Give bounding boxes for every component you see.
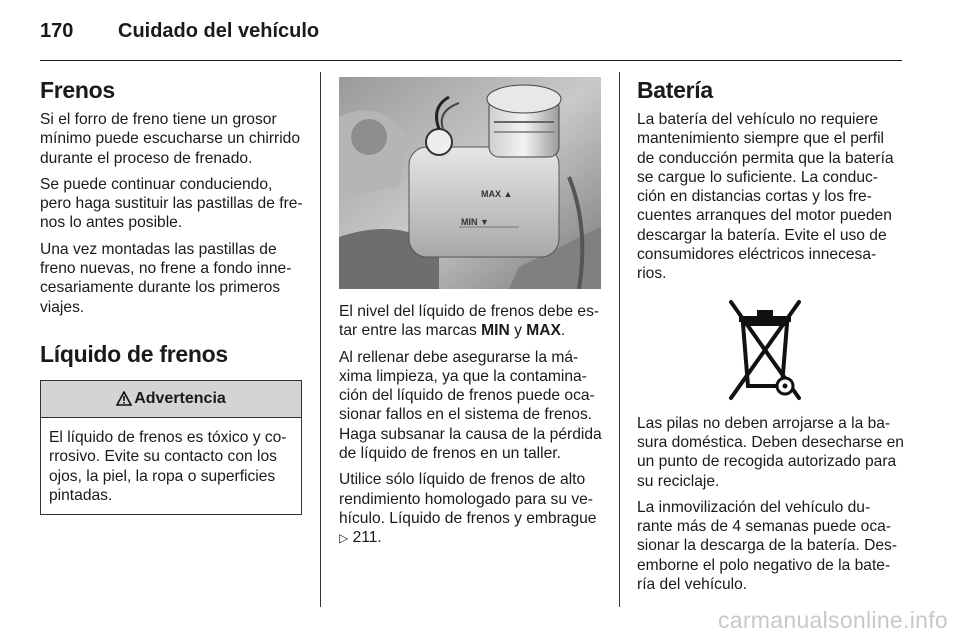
warning-box <box>40 380 302 515</box>
page-number: 170 <box>40 20 74 42</box>
frenos-paragraph-1: Si el forro de freno tiene un grosor mínimo puede escucharse un chirrido durante el proceso de frenado. <box>40 111 301 167</box>
reference-page[interactable]: 211. <box>348 529 382 547</box>
min-text: MIN <box>481 322 510 340</box>
conj-text: y <box>509 322 527 340</box>
fluid-type-paragraph <box>339 470 605 548</box>
heading-frenos: Frenos <box>40 77 115 103</box>
max-mark-label: MAX ▲ <box>481 189 513 199</box>
brake-fluid-reservoir-photo <box>339 77 601 289</box>
warning-body: El líquido de frenos es tóxico y co-rrosivo. Evite su contacto con los ojos, la piel, la ropa o superficies pintadas. <box>49 428 287 504</box>
heading-bateria: Batería <box>637 77 713 103</box>
column-divider-left <box>320 72 321 607</box>
bateria-paragraph-1: La batería del vehículo no requiere mantenimiento siempre que el perfil de conducción permita que la batería se cargue lo suficiente. La conduc-ción en distancias cortas y los fre-cuentes arranques del motor pueden descargar la batería. Evite el uso de consumidores eléctricos innecesa-rios. <box>637 111 894 283</box>
bateria-paragraph-3: La inmovilización del vehículo du-rante más de 4 semanas puede oca-sionar la descarga de la batería. Des-emborne el polo negativo de la bate-ría del vehículo. <box>637 498 898 594</box>
warning-icon <box>116 391 132 406</box>
watermark: carmanualsonline.info <box>717 607 948 633</box>
left-column <box>40 76 306 515</box>
warning-header <box>41 381 301 418</box>
brake-fluid-level-paragraph <box>339 302 605 341</box>
period-text: . <box>560 322 566 340</box>
right-column <box>637 76 905 601</box>
frenos-paragraph-3: Una vez montadas las pastillas de freno nuevas, no frene a fondo inne-cesariamente durante los primeros viajes. <box>40 240 292 316</box>
reference-arrow-icon: ▷ <box>339 531 349 546</box>
middle-column <box>339 302 605 556</box>
section-title: Cuidado del vehículo <box>118 20 320 42</box>
warning-title: Advertencia <box>134 390 226 408</box>
refill-paragraph: Al rellenar debe asegurarse la má-xima limpieza, ya que la contamina-ción del líquido de frenos puede oca-sionar fallos en el sistema de frenos. Haga subsanar la causa de la pérdida de líquido de frenos en un taller. <box>339 348 602 463</box>
level-text: El nivel del líquido de frenos debe es-tar entre las marcas <box>339 303 600 340</box>
bateria-paragraph-2: Las pilas no deben arrojarse a la ba-sura doméstica. Deben desecharse en un punto de recogida autorizado para su reciclaje. <box>637 414 904 490</box>
crossed-out-bin-icon <box>725 298 805 402</box>
header-divider <box>40 60 902 61</box>
max-text: MAX <box>526 322 561 340</box>
heading-liquido-frenos: Líquido de frenos <box>40 340 228 367</box>
frenos-paragraph-2: Se puede continuar conduciendo, pero haga sustituir las pastillas de fre-nos lo antes posible. <box>40 175 303 232</box>
page-header <box>40 20 319 48</box>
column-divider-right <box>619 72 620 607</box>
min-mark-label: MIN ▼ <box>461 217 489 227</box>
fluid-type-text: Utilice sólo líquido de frenos de alto rendimiento homologado para su ve-hículo. Líquido de frenos y embrague <box>339 471 597 527</box>
